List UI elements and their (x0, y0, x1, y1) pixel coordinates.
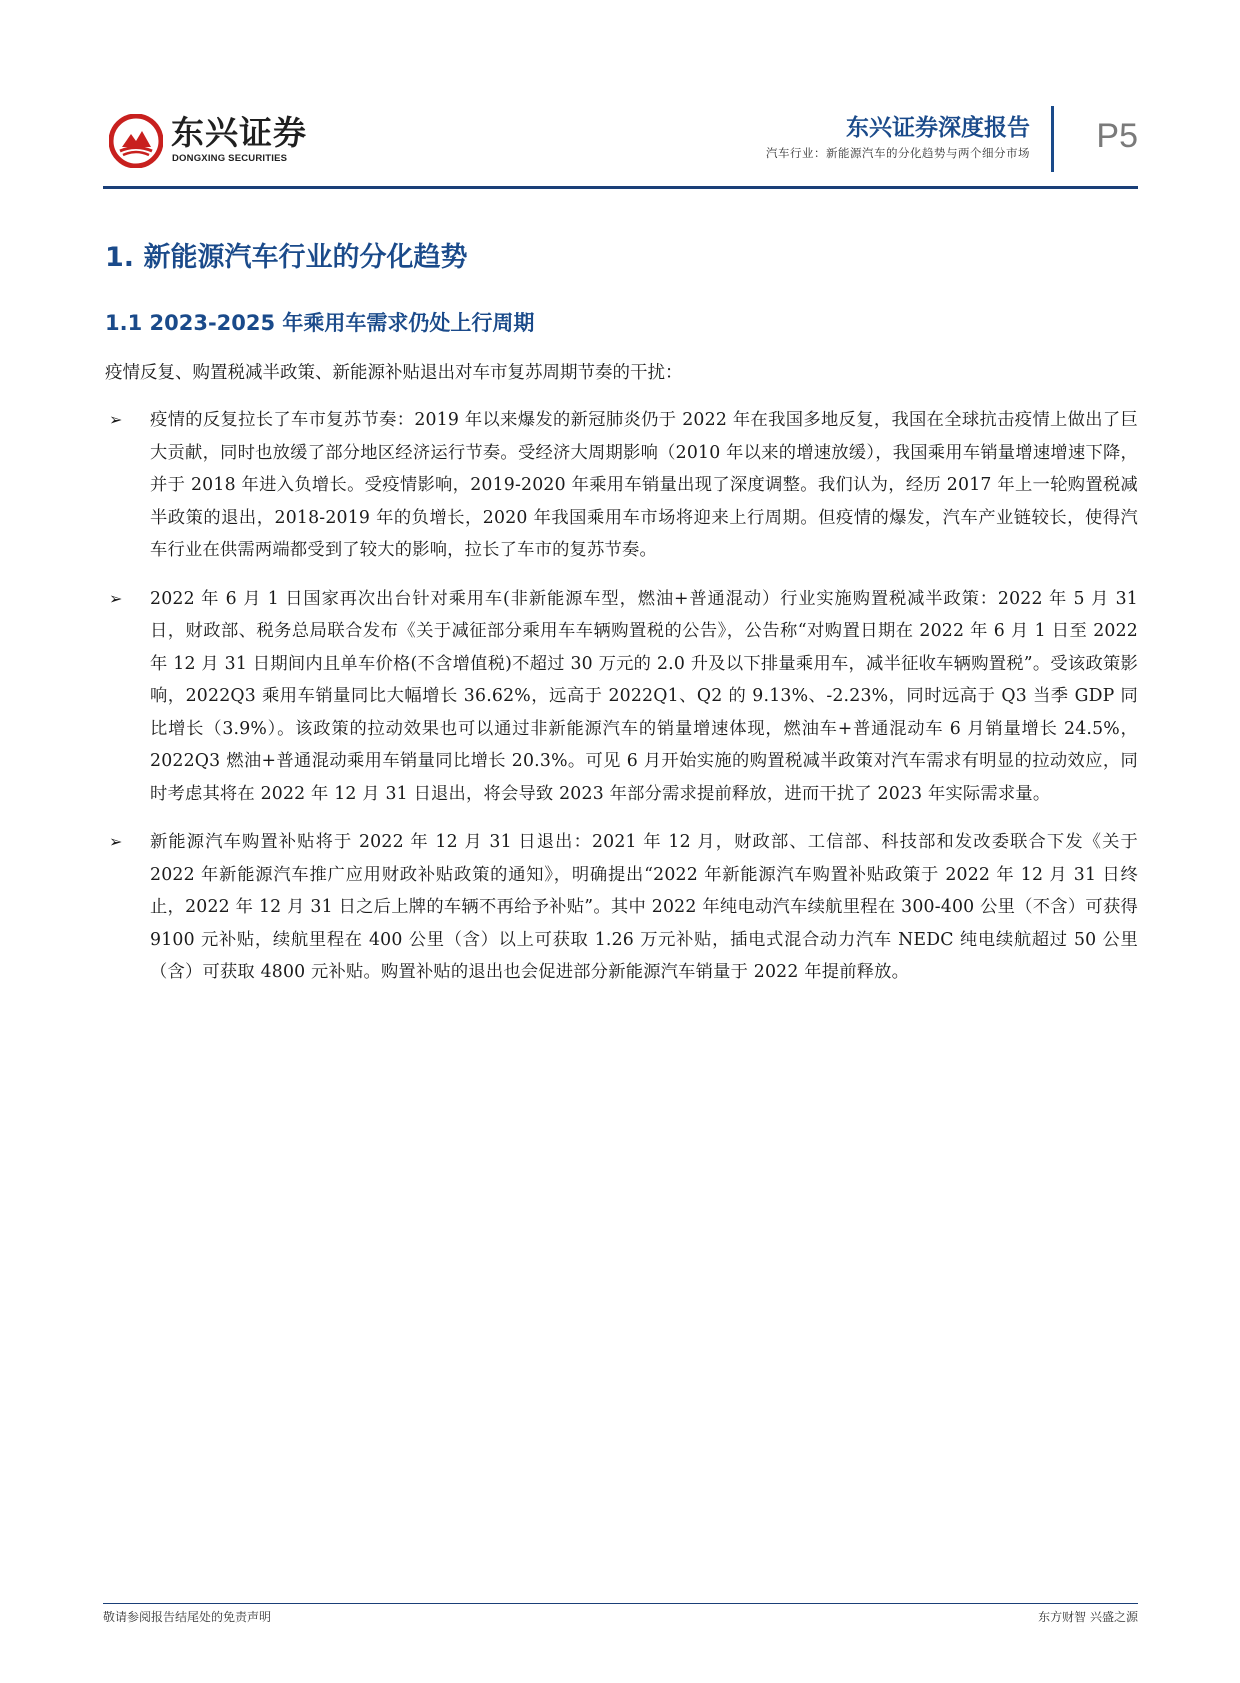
brand-logo (109, 114, 399, 170)
footer-rule (103, 1603, 1138, 1604)
subsection-heading: 1.1 2023-2025 年乘用车需求仍处上行周期 (105, 311, 535, 335)
header-divider (1051, 106, 1054, 172)
footer-slogan: 东方财智 兴盛之源 (1038, 1610, 1138, 1624)
bullet-item (105, 826, 1138, 989)
arrow-bullet-icon: ➢ (109, 832, 123, 851)
logo-chinese-text: 东兴证券 (171, 113, 307, 152)
arrow-bullet-icon: ➢ (109, 588, 123, 608)
bullet-text: 疫情的反复拉长了车市复苏节奏：2019 年以来爆发的新冠肺炎仍于 2022 年在我国多地反复，我国在全球抗击疫情上做出了巨大贡献，同时也放缓了部分地区经济运行节奏。受经济大周期影响（2010 年以来的增速放缓），我国乘用车销量增速增速下降，并于 2018 年进入负增长。受疫情影响，2019-2020 年乘用车销量出现了深度调整。我们认为，经历 2017 年上一轮购置税减半政策的退出，2018-2019 年的负增长，2020 年我国乘用车市场将迎来上行周期。但疫情的爆发，汽车产业链较长，使得汽车行业在供需两端都受到了较大的影响，拉长了车市的复苏节奏。 (150, 410, 1138, 560)
footer-disclaimer-note: 敬请参阅报告结尾处的免责声明 (103, 1610, 272, 1624)
page-header (103, 100, 1138, 186)
arrow-bullet-icon: ➢ (109, 410, 123, 429)
section-heading: 1. 新能源汽车行业的分化趋势 (105, 242, 468, 273)
page-number: P5 (1096, 117, 1138, 155)
intro-paragraph: 疫情反复、购置税减半政策、新能源补贴退出对车市复苏周期节奏的干扰： (105, 363, 683, 383)
bullet-item (105, 583, 1138, 811)
report-subtitle: 汽车行业：新能源汽车的分化趋势与两个细分市场 (766, 146, 1030, 160)
bullet-text: 新能源汽车购置补贴将于 2022 年 12 月 31 日退出：2021 年 12 月，财政部、工信部、科技部和发改委联合下发《关于 2022 年新能源汽车推广应用财政补贴政策的通知》，明确提出“2022 年新能源汽车购置补贴政策于 2022 年 12 月 31 日终止，2022 年 12 月 31 日之后上牌的车辆不再给予补贴”。其中 2022 年纯电动汽车续航里程在 300-400 公里（不含）可获得 9100 元补贴，续航里程在 400 公里（含）以上可获取 1.26 万元补贴，插电式混合动力汽车 NEDC 纯电续航超过 50 公里（含）可获取 4800 元补贴。购置补贴的退出也会促进部分新能源汽车销量于 2022 年提前释放。 (150, 832, 1138, 982)
bullet-item (105, 404, 1138, 567)
bullet-list (105, 404, 1138, 1005)
dongxing-logo-icon (109, 114, 163, 168)
header-rule (103, 186, 1138, 189)
bullet-text: 2022 年 6 月 1 日国家再次出台针对乘用车(非新能源车型，燃油+普通混动）行业实施购置税减半政策：2022 年 5 月 31 日，财政部、税务总局联合发布《关于减征部分乘用车车辆购置税的公告》，公告称“对购置日期在 2022 年 6 月 1 日至 2022 年 12 月 31 日期间内且单车价格(不含增值税)不超过 30 万元的 2.0 升及以下排量乘用车，减半征收车辆购置税”。受该政策影响，2022Q3 乘用车销量同比大幅增长 36.62%，远高于 2022Q1、Q2 的 9.13%、-2.23%，同时远高于 Q3 当季 GDP 同比增长（3.9%）。该政策的拉动效果也可以通过非新能源汽车的销量增速体现，燃油车+普通混动车 6 月销量增长 24.5%，2022Q3 燃油+普通混动乘用车销量同比增长 20.3%。可见 6 月开始实施的购置税减半政策对汽车需求有明显的拉动效应，同时考虑其将在 2022 年 12 月 31 日退出，将会导致 2023 年部分需求提前释放，进而干扰了 2023 年实际需求量。 (150, 588, 1138, 804)
logo-english-text: DONGXING SECURITIES (172, 153, 288, 164)
report-title: 东兴证券深度报告 (846, 115, 1030, 141)
